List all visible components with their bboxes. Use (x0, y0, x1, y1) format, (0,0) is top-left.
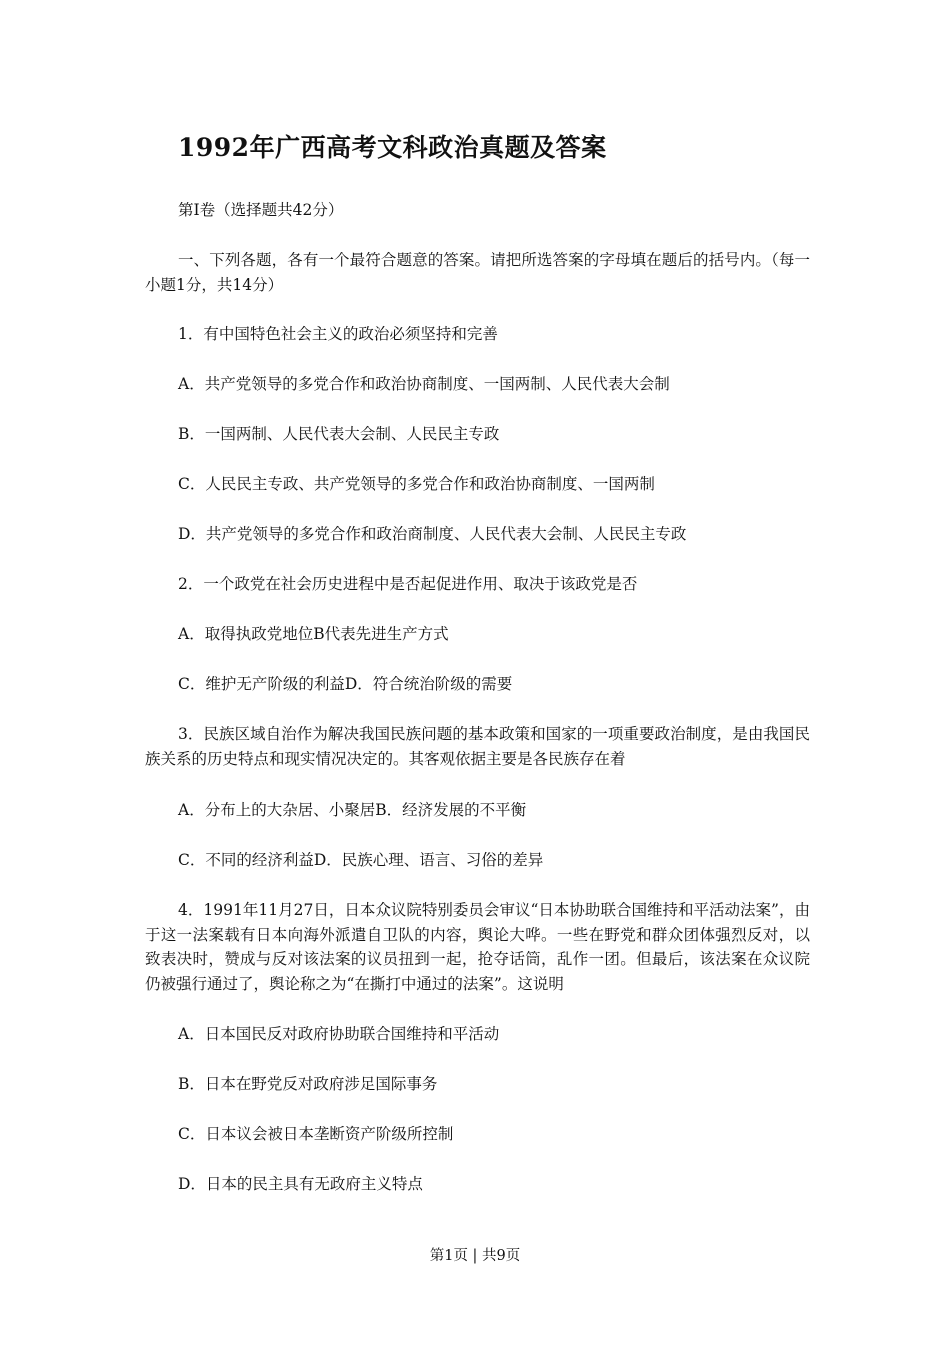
document-title: 1992年广西高考文科政治真题及答案 (178, 133, 607, 162)
question-1-option-b: B．一国两制、人民代表大会制、人民民主专政 (178, 425, 500, 443)
question-4-stem: 4．1991年11月27日，日本众议院特别委员会审议“日本协助联合国维持和平活动法案”，由于这一法案载有日本向海外派遣自卫队的内容，舆论大哗。一些在野党和群众团体强烈反对，以致表决时，赞成与反对该法案的议员扭到一起，抢夺话筒，乱作一团。但最后，该法案在众议院仍被强行通过了，舆论称之为“在撕打中通过的法案”。这说明 (145, 901, 810, 993)
question-1-option-d: D．共产党领导的多党合作和政治商制度、人民代表大会制、人民民主专政 (178, 525, 687, 543)
question-4-option-c: C．日本议会被日本垄断资产阶级所控制 (178, 1125, 454, 1143)
question-4-option-d: D．日本的民主具有无政府主义特点 (178, 1175, 423, 1193)
page-footer: 第1页 | 共9页 (429, 1248, 521, 1264)
question-1-option-c: C．人民民主专政、共产党领导的多党合作和政治协商制度、一国两制 (178, 475, 655, 493)
section-heading: 第I卷（选择题共42分） (178, 201, 344, 219)
question-1-option-a: A．共产党领导的多党合作和政治协商制度、一国两制、人民代表大会制 (178, 375, 670, 393)
instruction-paragraph: 一、下列各题，各有一个最符合题意的答案。请把所选答案的字母填在题后的括号内。（每一小题1分，共14分） (145, 251, 810, 294)
question-1-stem: 1．有中国特色社会主义的政治必须坚持和完善 (178, 325, 498, 343)
question-4-option-a: A．日本国民反对政府协助联合国维持和平活动 (178, 1025, 500, 1043)
question-3-options-cd: C．不同的经济利益D．民族心理、语言、习俗的差异 (178, 851, 544, 869)
question-2-options-ab: A．取得执政党地位B代表先进生产方式 (178, 625, 449, 643)
question-2-options-cd: C．维护无产阶级的利益D．符合统治阶级的需要 (178, 675, 513, 693)
question-4-option-b: B．日本在野党反对政府涉足国际事务 (178, 1075, 438, 1093)
question-2-stem: 2．一个政党在社会历史进程中是否起促进作用、取决于该政党是否 (178, 575, 638, 593)
question-3-options-ab: A．分布上的大杂居、小聚居B．经济发展的不平衡 (178, 801, 527, 819)
question-3-stem: 3．民族区域自治作为解决我国民族问题的基本政策和国家的一项重要政治制度，是由我国民族关系的历史特点和现实情况决定的。其客观依据主要是各民族存在着 (145, 725, 810, 768)
